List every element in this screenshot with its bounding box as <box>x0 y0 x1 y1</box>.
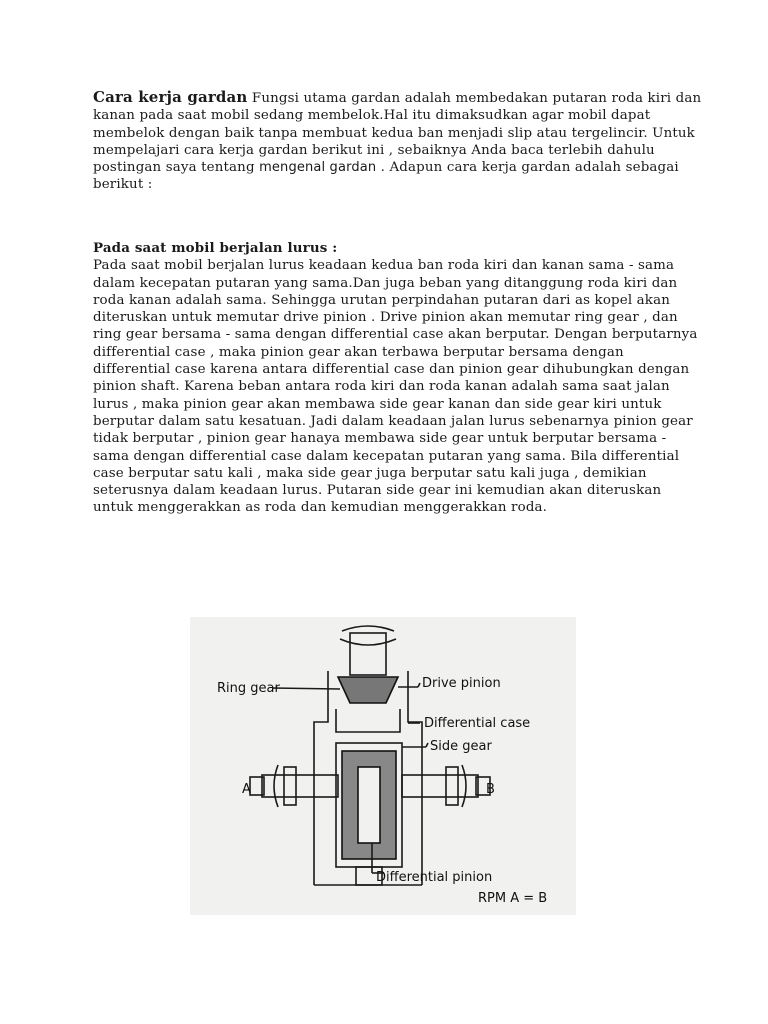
intro-text-after-link: . Adapun cara kerja gardan adalah sebagai berikut : <box>93 160 679 193</box>
intro-text-before-link: Fungsi utama gardan adalah membedakan putaran roda kiri dan kanan pada saat mobil sedang membelok.Hal itu dimaksudkan agar mobil dapat membelok dengan baik tanpa membuat kedua ban menjadi slip atau tergelincir. Untuk mempelajari cara kerja gardan berikut ini , sebaiknya Anda baca terlebih dahulu postingan saya tentang <box>93 91 702 176</box>
label-differential-pinion: Differential pinion <box>376 870 493 885</box>
leader-ring-gear <box>272 688 340 689</box>
label-ring-gear: Ring gear <box>217 681 280 696</box>
lead-title: Cara kerja gardan <box>93 88 248 106</box>
intro-paragraph <box>93 89 705 194</box>
label-rpm: RPM A = B <box>478 891 548 906</box>
mengenal-gardan-link[interactable]: mengenal gardan <box>259 160 377 176</box>
drive-shaft <box>350 633 386 675</box>
section-straight-driving <box>93 240 705 517</box>
label-a: A <box>242 782 251 797</box>
label-b: B <box>486 782 495 797</box>
rotation-arrow-top <box>342 626 394 631</box>
drive-pinion-gear <box>338 677 398 703</box>
ring-gear-outline <box>314 671 328 885</box>
section-body: Pada saat mobil berjalan lurus keadaan kedua ban roda kiri dan kanan sama - sama dalam kecepatan putaran yang sama.Dan juga beban yang ditanggung roda kiri dan roda kanan adalah sama. Sehingga urutan perpindahan putaran dari as kopel akan diteruskan untuk memutar drive pinion . Drive pinion akan memutar ring gear , dan ring gear bersama - sama dengan differential case akan berputar. Dengan berputarnya differential case , maka pinion gear akan terbawa berputar bersama dengan differential case karena antara differential case dan pinion gear dihubungkan dengan pinion shaft. Karena beban antara roda kiri dan roda kanan adalah sama saat jalan lurus , maka pinion gear akan membawa side gear kanan dan side gear kiri untuk berputar dalam satu kesatuan. Jadi dalam keadaan jalan lurus sebenarnya pinion gear tidak berputar , pinion gear hanaya membawa side gear untuk berputar bersama - sama dengan differential case dalam kecepatan putaran yang sama. Bila differential case berputar satu kali , maka side gear juga berputar satu kali juga , demikian seterusnya dalam keadaan lurus. Putaran side gear ini kemudian akan diteruskan untuk menggerakkan as roda dan kemudian menggerakkan roda. <box>93 258 698 516</box>
label-drive-pinion: Drive pinion <box>422 676 501 691</box>
label-differential-case: Differential case <box>424 716 531 731</box>
label-side-gear: Side gear <box>430 739 492 754</box>
differential-diagram <box>190 617 576 915</box>
differential-drawing <box>190 617 576 915</box>
section-heading: Pada saat mobil berjalan lurus : <box>93 240 338 256</box>
pinion-shaft-window <box>358 767 380 843</box>
